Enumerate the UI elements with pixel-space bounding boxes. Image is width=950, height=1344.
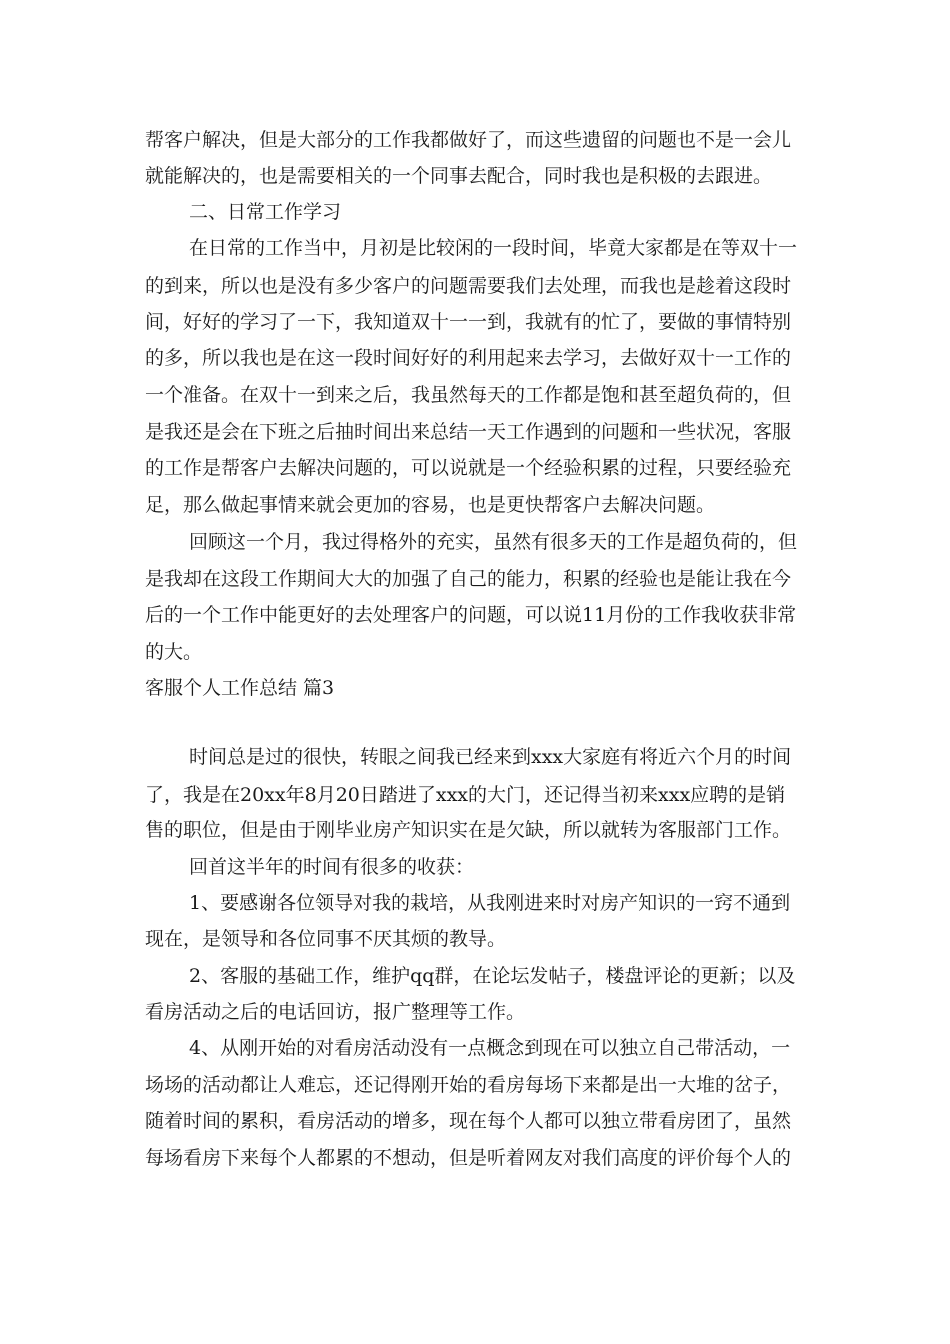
text-line: 的工作是帮客户去解决问题的，可以说就是一个经验积累的过程，只要经验充	[145, 457, 792, 479]
text-line: 现在，是领导和各位同事不厌其烦的教导。	[145, 928, 507, 950]
text-line: 帮客户解决，但是大部分的工作我都做好了，而这些遗留的问题也不是一会儿	[145, 129, 792, 151]
text-line: 看房活动之后的电话回访，报广整理等工作。	[145, 1001, 526, 1023]
text-line: 售的职位，但是由于刚毕业房产知识实在是欠缺，所以就转为客服部门工作。	[145, 819, 792, 841]
text-line: 场场的活动都让人难忘，还记得刚开始的看房每场下来都是出一大堆的岔子，	[145, 1074, 792, 1096]
list-item: 1、要感谢各位领导对我的栽培，从我刚进来时对房产知识的一窍不通到	[189, 892, 791, 914]
text-line: 回首这半年的时间有很多的收获：	[189, 856, 475, 878]
text-line: 是我还是会在下班之后抽时间出来总结一天工作遇到的问题和一些状况，客服	[145, 421, 792, 443]
list-item: 4、从刚开始的对看房活动没有一点概念到现在可以独立自己带活动，一	[189, 1037, 791, 1059]
text-line: 随着时间的累积，看房活动的增多，现在每个人都可以独立带看房团了，虽然	[145, 1110, 792, 1132]
article-title: 客服个人工作总结 篇3	[145, 677, 335, 699]
text-line: 的到来，所以也是没有多少客户的问题需要我们去处理，而我也是趁着这段时	[145, 275, 792, 297]
text-line: 时间总是过的很快，转眼之间我已经来到xxx大家庭有将近六个月的时间	[189, 746, 792, 768]
text-line: 的多，所以我也是在这一段时间好好的利用起来去学习，去做好双十一工作的	[145, 347, 792, 369]
text-line: 间，好好的学习了一下，我知道双十一一到，我就有的忙了，要做的事情特别	[145, 311, 792, 333]
text-line: 了，我是在20xx年8月20日踏进了xxx的大门，还记得当初来xxx应聘的是销	[145, 784, 786, 806]
section-heading: 二、日常工作学习	[189, 201, 342, 223]
text-line: 一个准备。在双十一到来之后，我虽然每天的工作都是饱和甚至超负荷的，但	[145, 384, 792, 406]
text-line: 在日常的工作当中，月初是比较闲的一段时间，毕竟大家都是在等双十一	[189, 237, 798, 259]
list-item: 2、客服的基础工作，维护qq群，在论坛发帖子，楼盘评论的更新；以及	[189, 965, 796, 987]
text-line: 就能解决的，也是需要相关的一个同事去配合，同时我也是积极的去跟进。	[145, 165, 773, 187]
text-line: 每场看房下来每个人都累的不想动，但是听着网友对我们高度的评价每个人的	[145, 1147, 792, 1169]
text-line: 是我却在这段工作期间大大的加强了自己的能力，积累的经验也是能让我在今	[145, 568, 792, 590]
text-line: 后的一个工作中能更好的去处理客户的问题，可以说11月份的工作我收获非常	[145, 604, 797, 626]
text-line: 足，那么做起事情来就会更加的容易，也是更快帮客户去解决问题。	[145, 494, 716, 516]
text-line: 回顾这一个月，我过得格外的充实，虽然有很多天的工作是超负荷的，但	[189, 531, 798, 553]
text-line: 的大。	[145, 641, 203, 663]
